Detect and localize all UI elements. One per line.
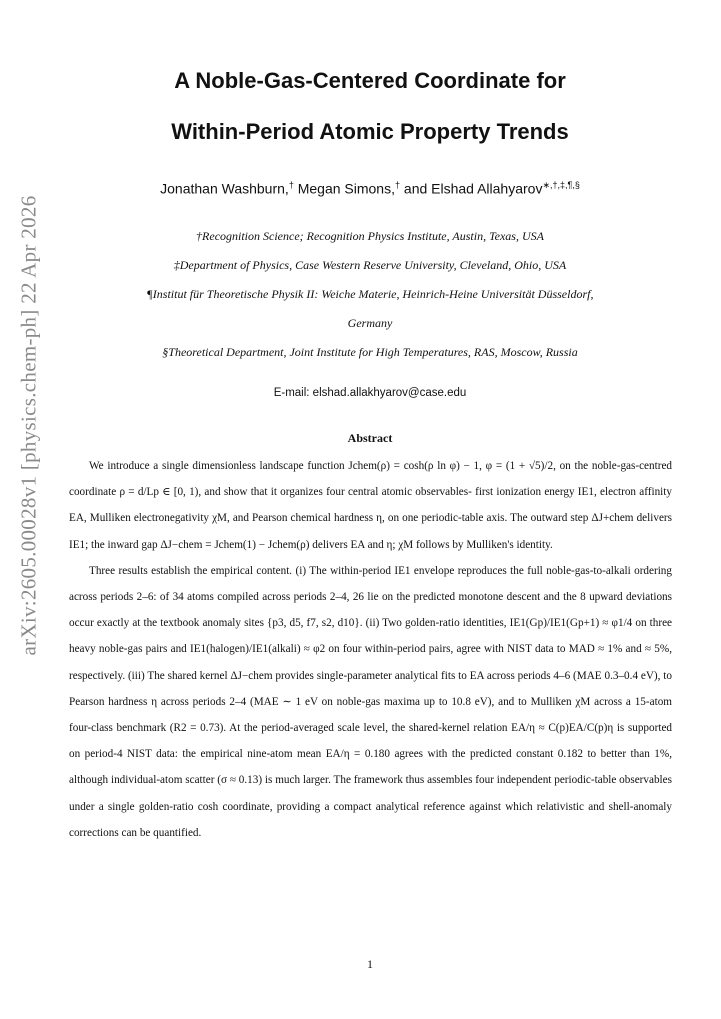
affiliation-line: Germany [347,316,393,330]
affiliation-line: ¶Institut für Theoretische Physik II: Weiche Materie, Heinrich-Heine Universität Düsseldorf, [146,287,594,301]
author-affiliation-marks: † [395,180,401,190]
author-name: Megan Simons, [297,180,395,197]
abstract-paragraph: We introduce a single dimensionless landscape function Jchem(ρ) = cosh(ρ ln φ) − 1, φ = (1 + √5)/2, on the noble-gas-centred coordinate ρ = d/Lp ∈ [0, 1), and show that it organizes four central atomic observables- first ionization energy IE1, electron affinity EA, Mulliken electronegativity χM, and Pearson chemical hardness η, on one periodic-table axis. The outward step ΔJ+chem delivers IE1; the inward gap ΔJ−chem = Jchem(1) − Jchem(ρ) delivers EA and η; χM follows by Mulliken's identity. [69,460,672,551]
abstract-heading: Abstract [347,431,393,445]
affiliation-line: §Theoretical Department, Joint Institute for High Temperatures, RAS, Moscow, Russia [162,345,578,359]
arxiv-identifier-text: arXiv:2605.00028v1 [physics.chem-ph] 22 Apr 2026 [16,194,41,656]
author-name: Jonathan Washburn, [160,180,289,197]
affiliation-line: †Recognition Science; Recognition Physics Institute, Austin, Texas, USA [196,229,544,243]
author-affiliation-marks: ∗,†,‡,¶,§ [542,180,580,190]
contact-email: E-mail: elshad.allakhyarov@case.edu [273,387,467,399]
arxiv-identifier-stamp [11,150,47,700]
author-name: and Elshad Allahyarov [403,180,543,197]
page-number: 1 [367,957,373,971]
paper-title-line-2: Within-Period Atomic Property Trends [171,119,569,144]
affiliation-line: ‡Department of Physics, Case Western Reserve University, Cleveland, Ohio, USA [173,258,567,272]
abstract-body [69,453,672,846]
paper-title-line-1: A Noble-Gas-Centered Coordinate for [174,68,566,93]
author-list [60,180,680,197]
abstract-paragraph: Three results establish the empirical content. (i) The within-period IE1 envelope reproduces the full noble-gas-to-alkali ordering across periods 2–6: of 34 atoms compiled across periods 2–4, 26 lie on the predicted monotone descent and the 8 upward deviations occur exactly at the textbook anomaly sites {p3, d5, f7, s2, d10}. (ii) Two golden-ratio identities, IE1(Gp)/IE1(Gp+1) ≈ φ1/4 on three heavy noble-gas pairs and IE1(halogen)/IE1(alkali) ≈ φ2 on four within-period pairs, agree with NIST data to MAD ≈ 1% and ≈ 5%, respectively. (iii) The shared kernel ΔJ−chem provides single-parameter analytical fits to EA across periods 4–6 (MAE 0.3–0.4 eV), to Pearson hardness η across periods 2–4 (MAE ∼ 1 eV on noble-gas maxima up to 10.8 eV), and to Mulliken χM across a 15-atom four-class benchmark (R2 = 0.73). At the period-averaged scale level, the shared-kernel relation EA/η ≈ C(p)EA/C(p)η is supported on period-4 NIST data: the empirical nine-atom mean EA/η = 0.180 agrees with the predicted constant 0.182 to better than 1%, although individual-atom scatter (σ ≈ 0.13) is much larger. The framework thus assembles four independent periodic-table observables under a single golden-ratio cosh coordinate, providing a compact analytical reference against which relativistic and shell-anomaly corrections can be quantified. [69,564,672,839]
author-affiliation-marks: † [288,180,294,190]
